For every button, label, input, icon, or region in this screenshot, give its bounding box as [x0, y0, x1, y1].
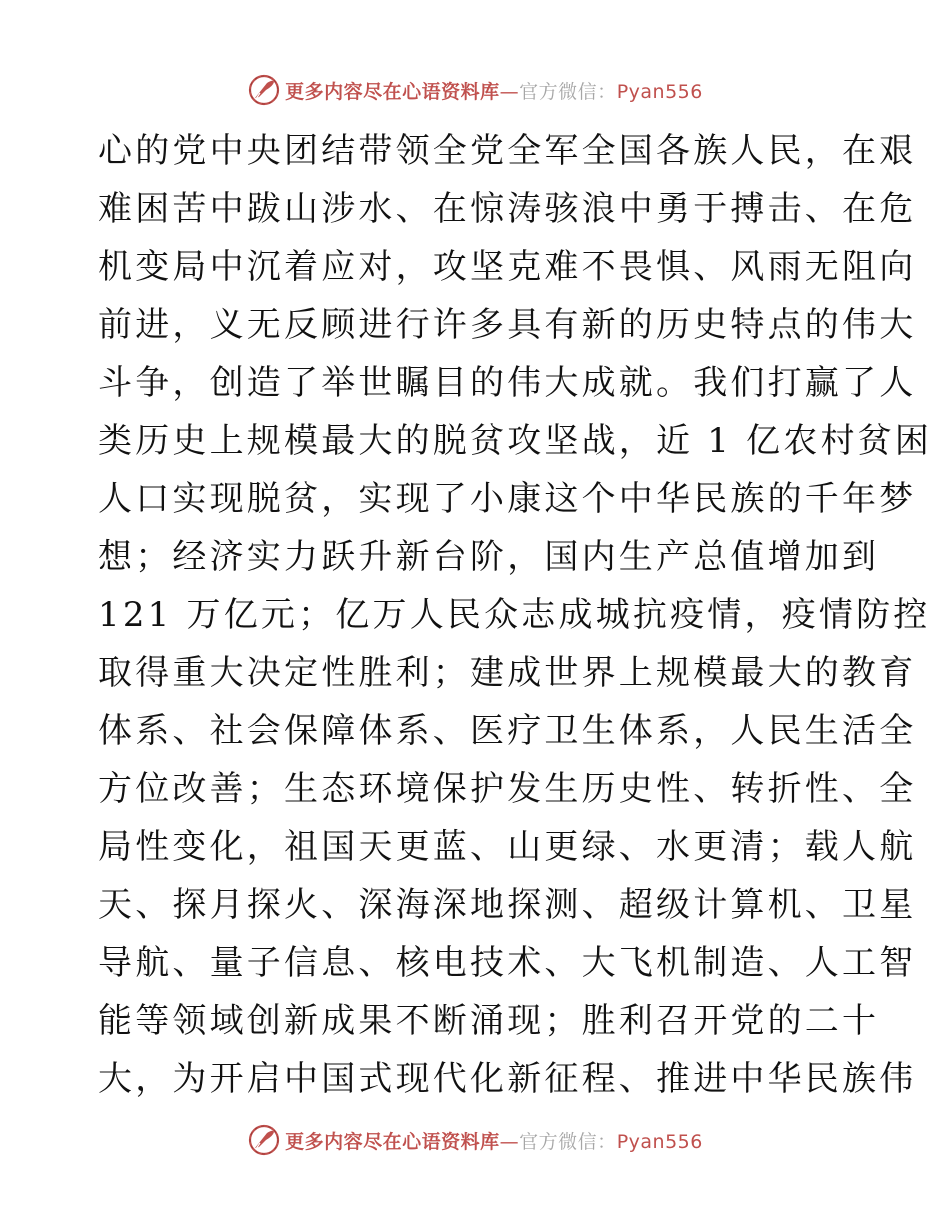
body-line: 方位改善；生态环境保护发生历史性、转折性、全 [98, 769, 917, 809]
body-line: 斗争，创造了举世瞩目的伟大成就。我们打赢了人 [98, 363, 917, 403]
body-line: 局性变化，祖国天更蓝、山更绿、水更清；载人航 [98, 827, 917, 867]
body-line: 取得重大决定性胜利；建成世界上规模最大的教育 [98, 653, 917, 693]
body-line: 机变局中沉着应对，攻坚克难不畏惧、风雨无阻向 [98, 247, 917, 287]
footer-banner-official-label: 官方微信： [519, 1130, 617, 1153]
body-line: 导航、量子信息、核电技术、大飞机制造、人工智 [98, 943, 917, 983]
footer-banner-main-text: 更多内容尽在心语资料库 [285, 1130, 500, 1153]
header-banner-main-text: 更多内容尽在心语资料库 [285, 80, 500, 103]
header-banner-content [247, 73, 703, 107]
header-banner-wechat-id: Pyan556 [616, 80, 703, 103]
body-line: 类历史上规模最大的脱贫攻坚战，近 1 亿农村贫困 [98, 421, 933, 461]
body-line: 121 万亿元；亿万人民众志成城抗疫情，疫情防控 [98, 595, 931, 635]
body-line: 大，为开启中国式现代化新征程、推进中华民族伟 [98, 1059, 917, 1099]
body-line: 想；经济实力跃升新台阶，国内生产总值增加到 [98, 537, 880, 577]
body-line: 天、探月探火、深海深地探测、超级计算机、卫星 [98, 885, 917, 925]
body-line: 难困苦中跋山涉水、在惊涛骇浪中勇于搏击、在危 [98, 189, 917, 229]
body-line: 体系、社会保障体系、医疗卫生体系，人民生活全 [98, 711, 917, 751]
footer-banner [0, 1120, 950, 1160]
footer-banner-wechat-id: Pyan556 [616, 1130, 703, 1153]
footer-banner-content [247, 1123, 703, 1157]
body-line: 能等领域创新成果不断涌现；胜利召开党的二十 [98, 1001, 880, 1041]
body-line: 前进，义无反顾进行许多具有新的历史特点的伟大 [98, 305, 917, 345]
header-banner-official-label: 官方微信： [519, 80, 617, 103]
quill-pen-logo-icon [247, 73, 281, 107]
quill-pen-logo-icon [247, 1123, 281, 1157]
header-banner [0, 70, 950, 110]
body-line: 人口实现脱贫，实现了小康这个中华民族的千年梦 [98, 479, 917, 519]
header-banner-dash: — [499, 80, 520, 103]
footer-banner-dash: — [499, 1130, 520, 1153]
body-line: 心的党中央团结带领全党全军全国各族人民，在艰 [98, 131, 917, 171]
